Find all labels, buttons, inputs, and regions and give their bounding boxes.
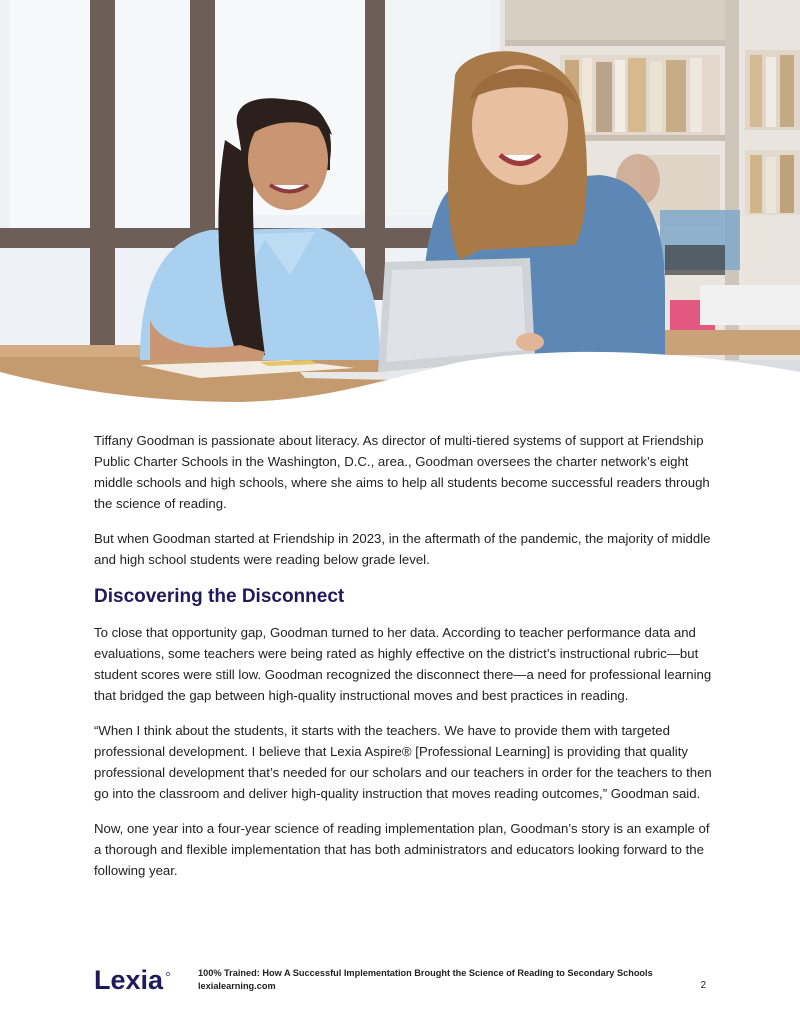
hero-photo (0, 0, 800, 410)
page-footer (94, 962, 714, 996)
intro-paragraph-1: Tiffany Goodman is passionate about literacy. As director of multi-tiered systems of support at Friendship Public Charter Schools in the Washington, D.C., area., Goodman oversees the charter network’s eight middle schools and high schools, where she aims to help all students become successful readers through the science of reading. (94, 433, 710, 511)
intro-paragraph-2: But when Goodman started at Friendship in 2023, in the aftermath of the pandemic, the majority of middle and high school students were reading below grade level. (94, 531, 711, 567)
page-number: 2 (700, 980, 706, 991)
footer-website-link[interactable]: lexialearning.com (198, 981, 276, 991)
two-people-laptop-photo (0, 0, 800, 410)
section-heading: Discovering the Disconnect (94, 586, 345, 607)
footer-document-title: 100% Trained: How A Successful Implementation Brought the Science of Reading to Secondary Schools (198, 968, 653, 978)
lexia-logo (94, 962, 174, 996)
section-paragraph-2-quote: “When I think about the students, it starts with the teachers. We have to provide them with targeted professional development. I believe that Lexia Aspire® [Professional Learning] is providing that quality professional development that’s needed for our scholars and our teachers in order for the teachers to then go into the classroom and deliver high-quality instruction that moves reading outcomes,” Goodman said. (94, 723, 712, 801)
article-body (94, 430, 714, 895)
logo-text: Lexia (94, 965, 164, 995)
section-paragraph-1: To close that opportunity gap, Goodman turned to her data. According to teacher performance data and evaluations, some teachers were being rated as highly effective on the district’s instructional rubric—but student scores were still low. Goodman recognized the disconnect there—a need for professional learning that bridged the gap between high-quality instructional moves and best practices in reading. (94, 625, 712, 703)
section-paragraph-3: Now, one year into a four-year science of reading implementation plan, Goodman’s story is an example of a thorough and flexible implementation that has both administrators and educators looking forward to the following year. (94, 821, 710, 878)
